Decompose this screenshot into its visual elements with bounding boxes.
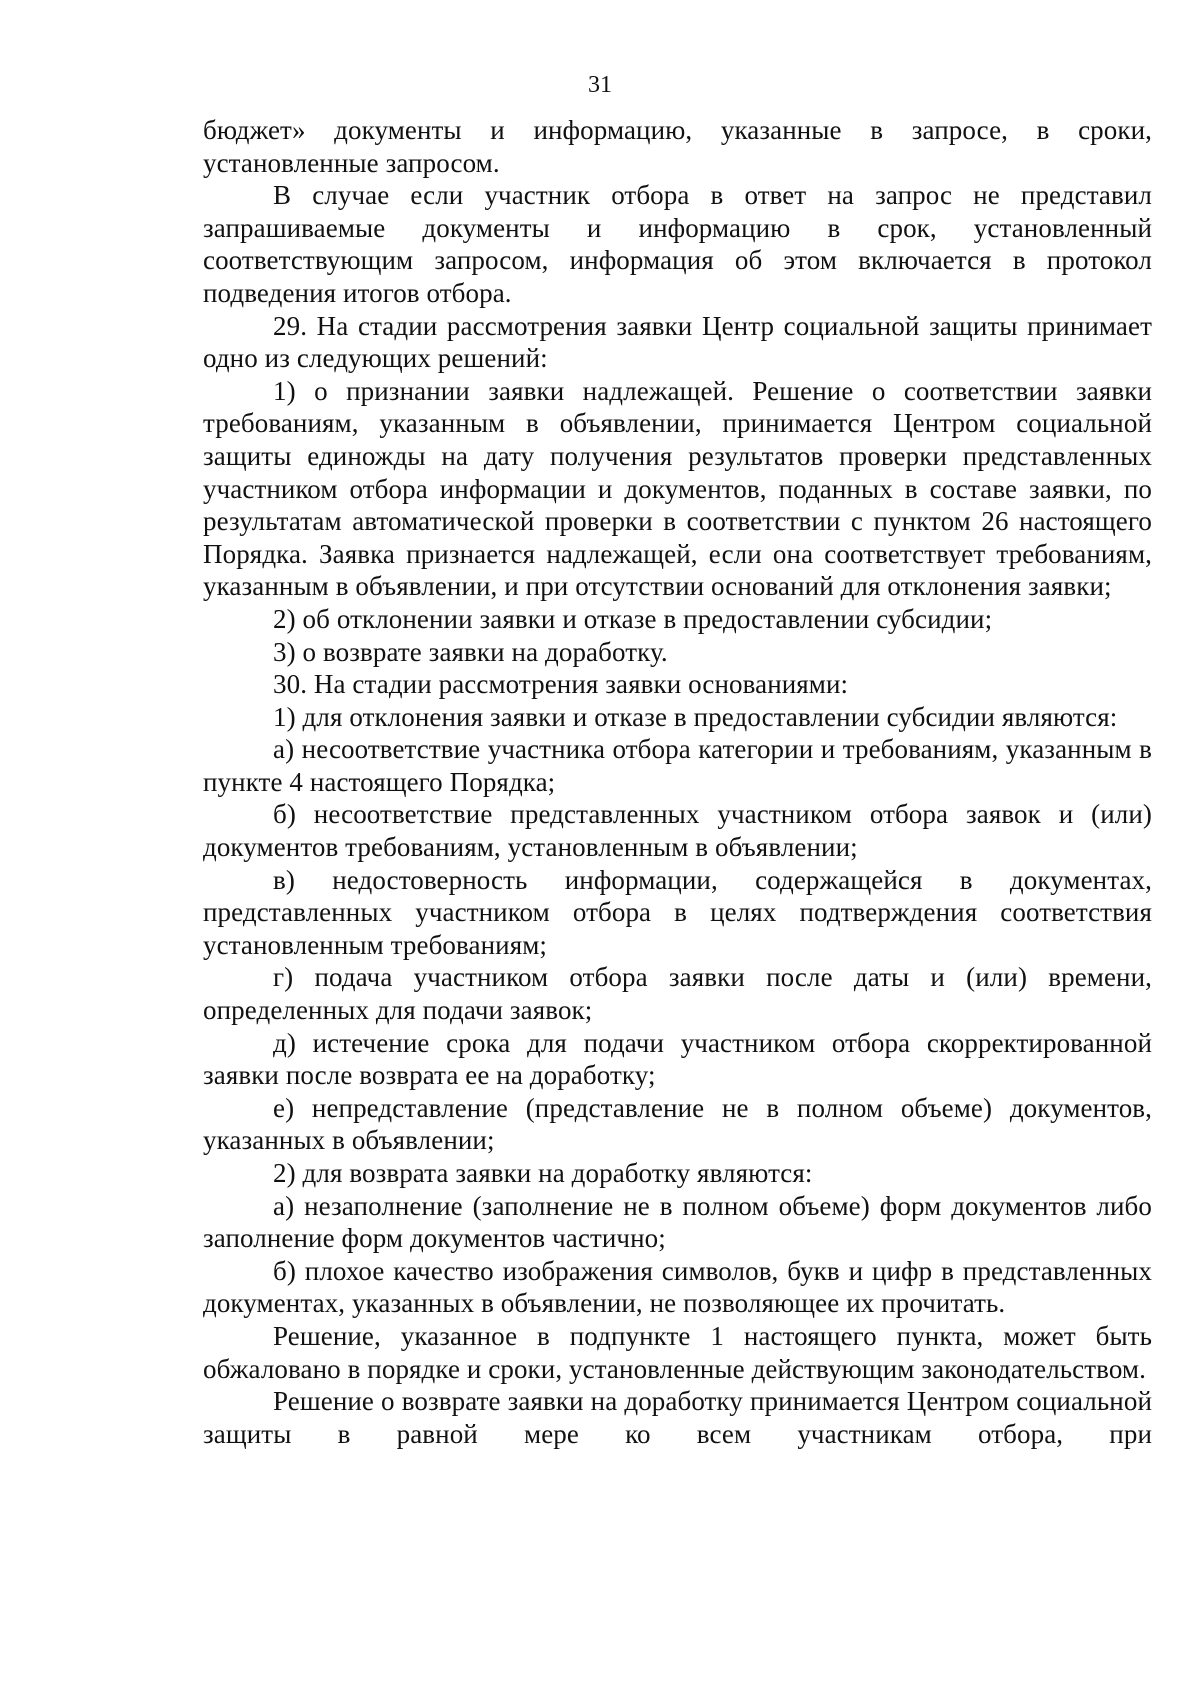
paragraph-return-decision: Решение о возврате заявки на доработку принимается Центром социальной защиты в равной мере ко всем участникам отбора, при [203,1386,1152,1449]
paragraph-return-a: а) незаполнение (заполнение не в полном объеме) форм документов либо заполнение форм документов частично; [203,1190,1152,1254]
paragraph-ground-v: в) недостоверность информации, содержащейся в документах, представленных участником отбора в целях подтверждения соответствия установленным требованиям; [203,864,1152,960]
paragraph-decision-2: 2) об отклонении заявки и отказе в предоставлении субсидии; [273,603,993,634]
paragraph-appeal: Решение, указанное в подпункте 1 настоящего пункта, может быть обжаловано в порядке и сроки, установленные действующим законодательством. [203,1320,1152,1384]
page-number: 31 [588,72,612,98]
document-body [203,114,1152,1450]
paragraph-clause-30: 30. На стадии рассмотрения заявки основаниями: [273,669,849,700]
paragraph-clause-29: 29. На стадии рассмотрения заявки Центр социальной защиты принимает одно из следующих решений: [203,310,1152,374]
paragraph-ground-b: б) несоответствие представленных участником отбора заявок и (или) документов требованиям, установленным в объявлении; [203,799,1152,863]
paragraph-ground-d: д) истечение срока для подачи участником отбора скорректированной заявки после возврата ее на доработку; [203,1027,1152,1091]
paragraph-missing-documents: В случае если участник отбора в ответ на запрос не представил запрашиваемые документы и информацию в срок, установленный соответствующим запросом, информация об этом включается в протокол подведения итогов отбора. [203,180,1152,308]
paragraph-return-grounds: 2) для возврата заявки на доработку являются: [273,1158,813,1188]
paragraph-decision-3: 3) о возврате заявки на доработку. [273,636,668,667]
paragraph-continuation: бюджет» документы и информацию, указанные в запросе, в сроки, установленные запросом. [203,115,1152,178]
paragraph-ground-a: а) несоответствие участника отбора категории и требованиям, указанным в пункте 4 настоящего Порядка; [203,734,1152,797]
paragraph-ground-g: г) подача участником отбора заявки после даты и (или) времени, определенных для подачи заявок; [203,962,1152,1026]
paragraph-return-b: б) плохое качество изображения символов, букв и цифр в представленных документах, указанных в объявлении, не позволяющее их прочитать. [203,1255,1152,1319]
paragraph-ground-e: е) непредставление (представление не в полном объеме) документов, указанных в объявлении; [203,1092,1152,1156]
paragraph-decision-1: 1) о признании заявки надлежащей. Решение о соответствии заявки требованиям, указанным в объявлении, принимается Центром социальной защиты единожды на дату получения результатов проверки представленных участником отбора информации и документов, поданных в составе заявки, по результатам автоматической проверки в соответствии с пунктом 26 настоящего Порядка. Заявка признается надлежащей, если она соответствует требованиям, указанным в объявлении, и при отсутствии оснований для отклонения заявки; [203,375,1152,602]
paragraph-rejection-grounds: 1) для отклонения заявки и отказе в предоставлении субсидии являются: [273,701,1118,732]
